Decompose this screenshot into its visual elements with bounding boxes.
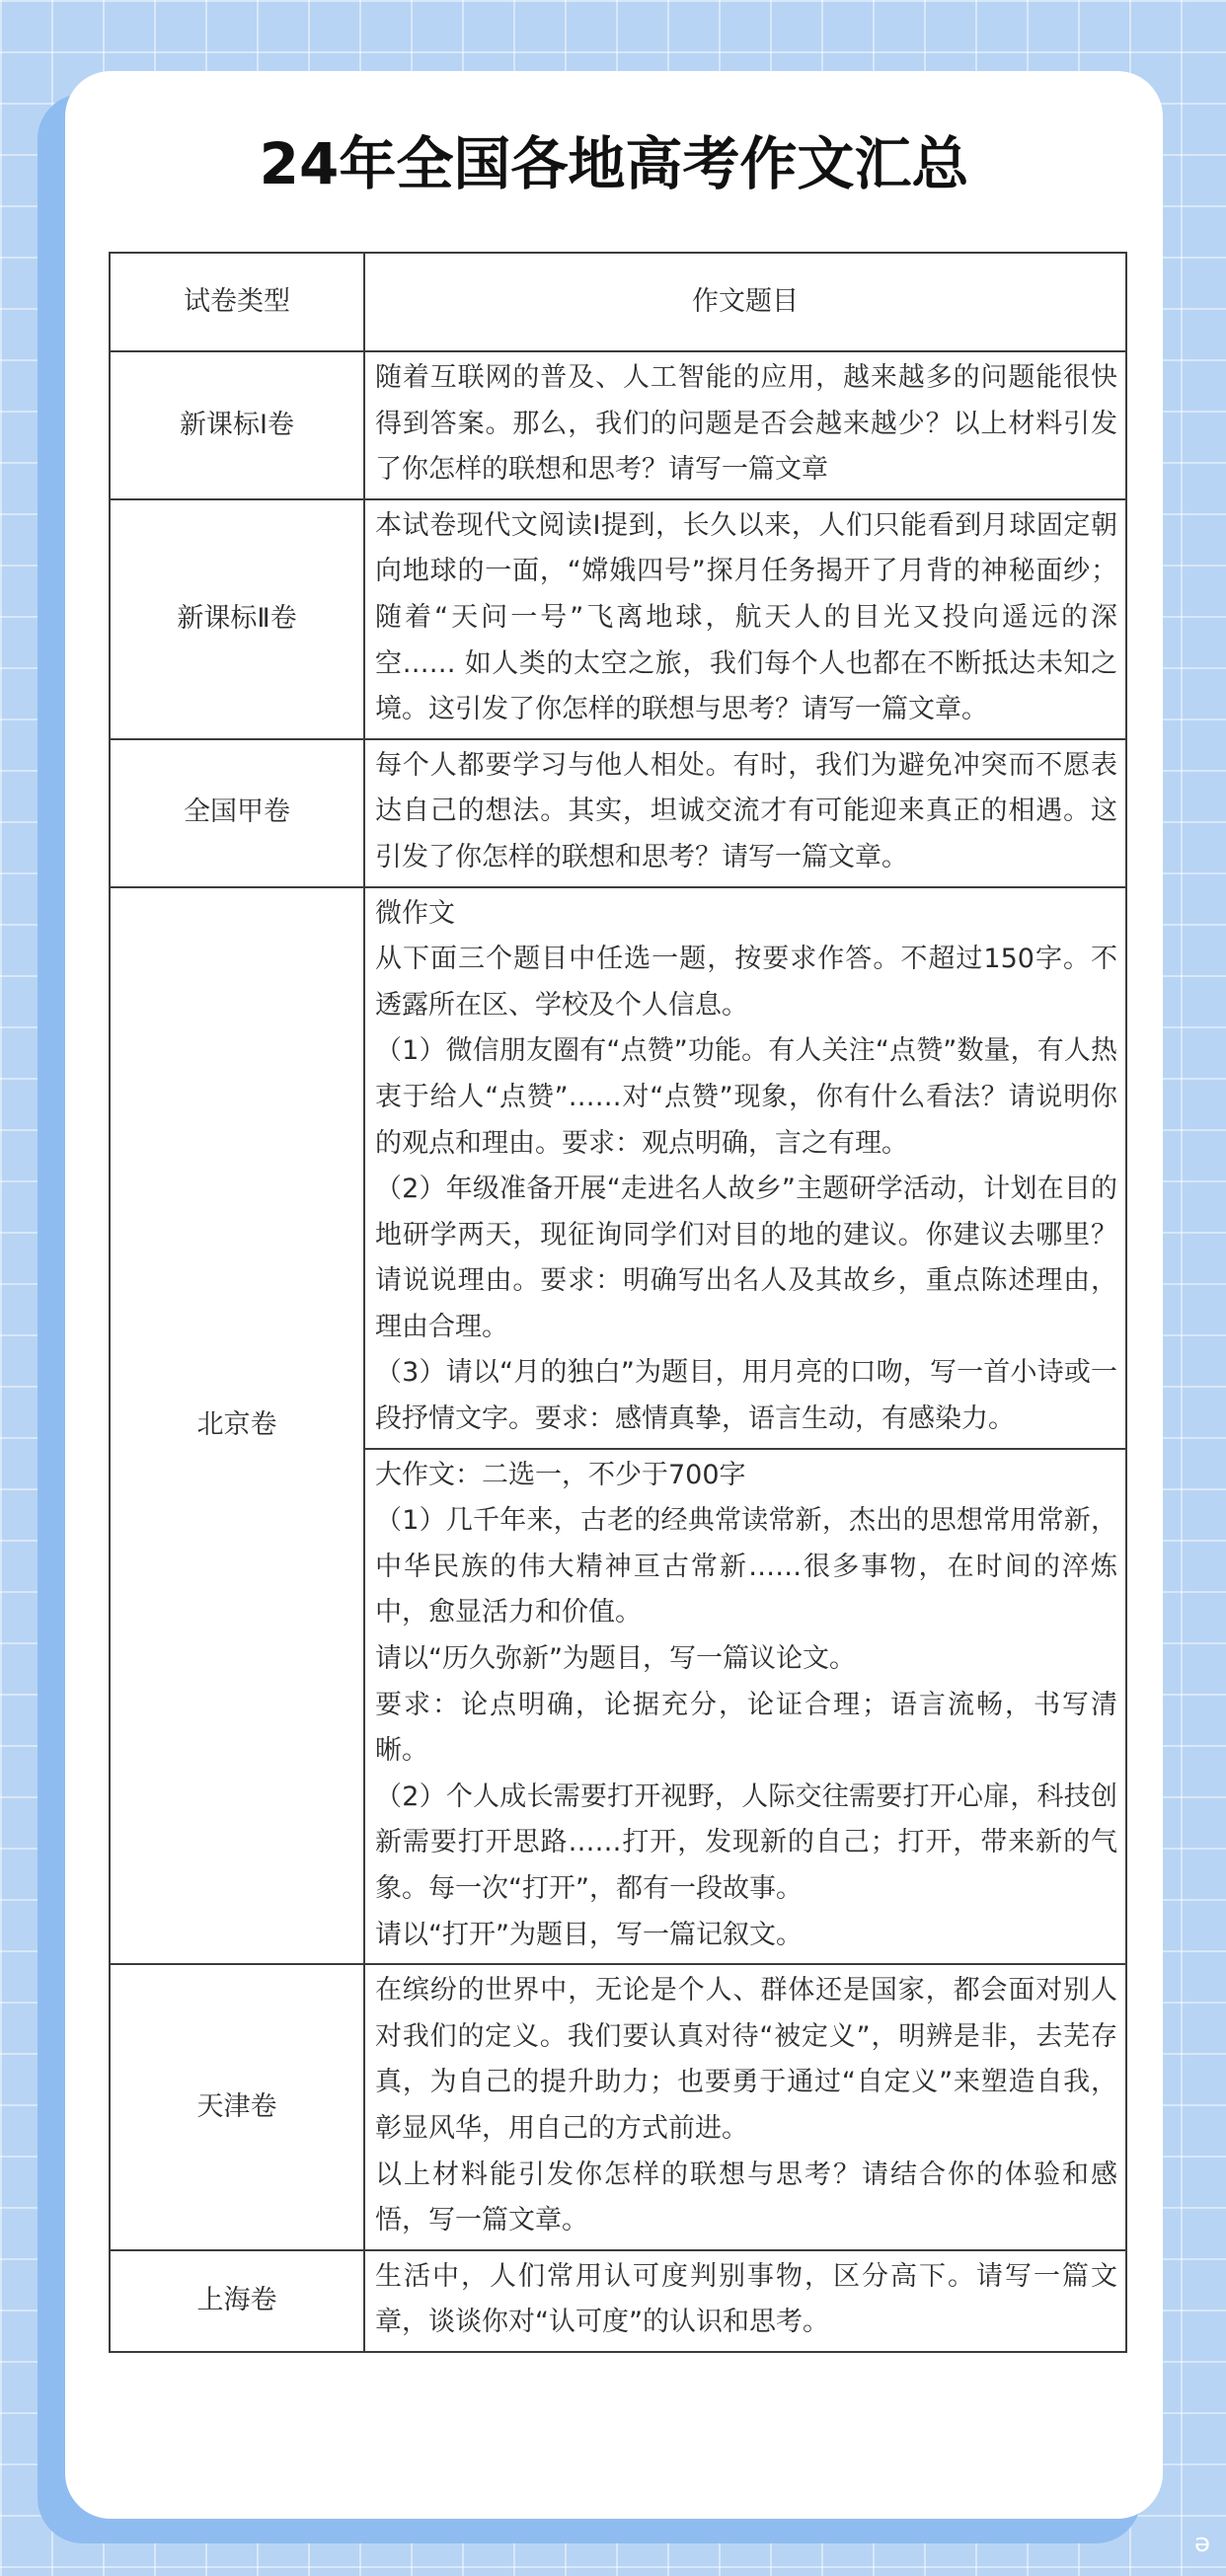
table-row [110,351,1126,499]
watermark: ǝ [1194,2529,1212,2558]
table-row [110,2250,1126,2352]
micro-essay-cell [364,887,1126,1449]
exam-type-cell: 新课标Ⅱ卷 [110,499,364,739]
table-row [110,499,1126,739]
micro-essay-option-3: （3）请以“月的独白”为题目，用月亮的口吻，写一首小诗或一段抒情文字。要求：感情真挚，语言生动，有感染力。 [375,1357,1117,1435]
micro-essay-instruction: 从下面三个题目中任选一题，按要求作答。不超过150字。不透露所在区、学校及个人信息。 [375,944,1117,1021]
essay-topics-table [109,252,1127,2353]
micro-essay-option-1: （1）微信朋友圈有“点赞”功能。有人关注“点赞”数量，有人热衷于给人“点赞”……对“点赞”现象，你有什么看法？请说明你的观点和理由。要求：观点明确，言之有理。 [375,1035,1117,1159]
topic-paragraph: 生活中，人们常用认可度判别事物，区分高下。请写一篇文章，谈谈你对“认可度”的认识和思考。 [375,2260,1117,2338]
major-essay-option-2-title: 请以“打开”为题目，写一篇记叙文。 [375,1919,803,1950]
topic-paragraph: 本试卷现代文阅读I提到，长久以来，人们只能看到月球固定朝向地球的一面，“嫦娥四号”探月任务揭开了月背的神秘面纱；随着“天问一号”飞离地球，航天人的目光又投向遥远的深空…… 如人类的太空之旅，我们每个人也都在不断抵达未知之境。这引发了你怎样的联想与思考？请写一篇文章。 [375,509,1117,725]
topic-cell [364,499,1126,739]
header-essay-topic: 作文题目 [364,253,1126,351]
topic-cell [364,1964,1126,2250]
micro-essay-heading: 微作文 [375,897,455,929]
major-essay-option-1-title: 请以“历久弥新”为题目，写一篇议论文。 [375,1643,856,1675]
topic-cell [364,739,1126,887]
major-essay-cell [364,1449,1126,1965]
topic-paragraph: 以上材料能引发你怎样的联想与思考？请结合你的体验和感悟，写一篇文章。 [375,2159,1117,2236]
exam-type-cell: 上海卷 [110,2250,364,2352]
topic-paragraph: 随着互联网的普及、人工智能的应用，越来越多的问题能很快得到答案。那么，我们的问题是否会越来越少？以上材料引发了你怎样的联想和思考？请写一篇文章 [375,362,1117,486]
major-essay-option-1-requirement: 要求：论点明确，论据充分，论证合理；语言流畅，书写清晰。 [375,1689,1117,1767]
major-essay-option-2: （2）个人成长需要打开视野，人际交往需要打开心扉，科技创新需要打开思路……打开，发现新的自己；打开，带来新的气象。每一次“打开”，都有一段故事。 [375,1780,1117,1904]
topic-cell [364,351,1126,499]
table-row [110,887,1126,1449]
major-essay-heading: 大作文：二选一，不少于700字 [375,1459,746,1490]
table-row [110,739,1126,887]
topic-cell [364,2250,1126,2352]
header-exam-type: 试卷类型 [110,253,364,351]
major-essay-option-1: （1）几千年来，古老的经典常读常新，杰出的思想常用常新，中华民族的伟大精神亘古常新……很多事物，在时间的淬炼中，愈显活力和价值。 [375,1505,1117,1629]
exam-type-cell: 北京卷 [110,887,364,1965]
exam-type-cell: 天津卷 [110,1964,364,2250]
exam-type-cell: 全国甲卷 [110,739,364,887]
table-row [110,1964,1126,2250]
topic-paragraph: 每个人都要学习与他人相处。有时，我们为避免冲突而不愿表达自己的想法。其实，坦诚交流才有可能迎来真正的相遇。这引发了你怎样的联想和思考？请写一篇文章。 [375,749,1117,872]
topic-paragraph: 在缤纷的世界中，无论是个人、群体还是国家，都会面对别人对我们的定义。我们要认真对待“被定义”，明辨是非，去芜存真，为自己的提升助力；也要勇于通过“自定义”来塑造自我，彰显风华，用自己的方式前进。 [375,1975,1117,2144]
micro-essay-option-2: （2）年级准备开展“走进名人故乡”主题研学活动，计划在目的地研学两天，现征询同学们对目的地的建议。你建议去哪里？请说说理由。要求：明确写出名人及其故乡，重点陈述理由，理由合理。 [375,1174,1117,1342]
page-title: 24年全国各地高考作文汇总 [259,130,969,197]
table-header-row [110,253,1126,351]
exam-type-cell: 新课标Ⅰ卷 [110,351,364,499]
